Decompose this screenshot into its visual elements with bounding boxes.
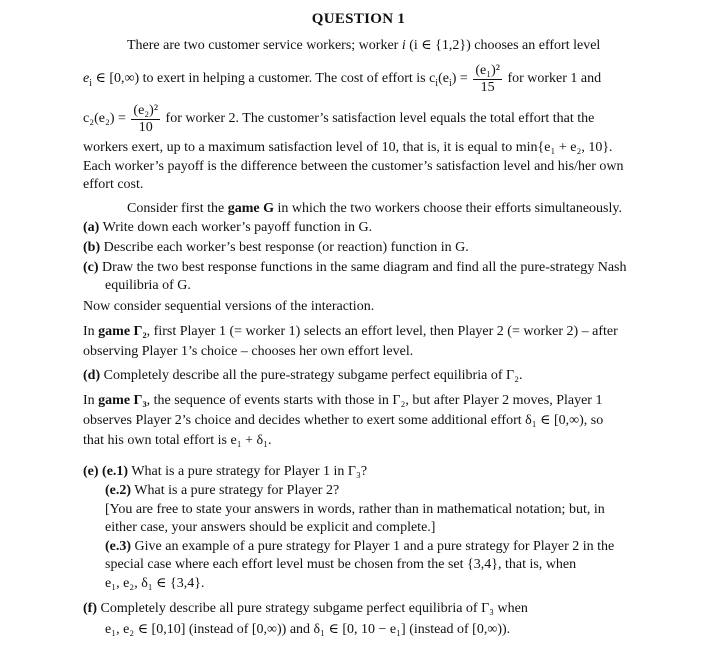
intro-line-3 (83, 103, 594, 135)
intro-line-2-b: ∈ [0,∞) to exert in helping a customer. The cost of effort is c (92, 71, 436, 87)
game-gamma3-b: , the sequence of events starts with those in Γ₂, but after Player 2 moves, Player 1 (146, 393, 603, 408)
part-b (83, 238, 469, 257)
part-c-text-1: Draw the two best response functions in the same diagram and find all the pure-strategy Nash (98, 260, 627, 275)
game-g-intro-b: in which the two workers choose their efforts simultaneously. (273, 201, 622, 216)
part-b-text: Describe each worker’s best response (or reaction) function in G. (100, 240, 469, 255)
part-c-line-1 (83, 258, 627, 277)
part-e-note-line-2: either case, your answers should be explicit and complete.] (105, 520, 436, 535)
intro-line-3-b: for worker 2. The customer’s satisfaction level equals the total effort that the (162, 111, 595, 127)
game-gamma3-line-3: that his own total effort is e₁ + δ₁. (83, 433, 272, 448)
intro-line-1 (127, 36, 600, 55)
part-e2 (105, 481, 339, 500)
intro-line-4: workers exert, up to a maximum satisfaction level of 10, that is, it is equal to min{e₁ + e₂, 10}. (83, 140, 613, 155)
game-gamma3-a: In (83, 393, 99, 408)
game-g-intro-a: Consider first the (127, 201, 228, 216)
game-gamma2-a: In (83, 324, 99, 339)
cost-fraction-worker-1 (473, 63, 502, 95)
intro-line-1-var: i (401, 38, 406, 53)
intro-line-5: Each worker’s payoff is the difference between the customer’s satisfaction level and his/her own (83, 159, 624, 174)
part-e3-text-1: Give an example of a pure strategy for Player 1 and a pure strategy for Player 2 in the (131, 539, 615, 554)
part-a (83, 218, 372, 237)
cost-fraction-1-denominator: 15 (480, 80, 495, 95)
intro-line-2-d: ) = (451, 71, 472, 87)
part-f-text-1: Completely describe all pure strategy subgame perfect equilibria of Γ₃ when (97, 601, 528, 616)
intro-line-1-a: There are two customer service workers; worker (127, 38, 402, 53)
sequential-intro: Now consider sequential versions of the interaction. (83, 299, 375, 314)
part-a-label: (a) (83, 220, 100, 235)
intro-line-2-e: for worker 1 and (503, 71, 602, 87)
part-e1-text: What is a pure strategy for Player 1 in Γ₃? (128, 464, 368, 479)
part-e2-label: (e.2) (105, 483, 132, 498)
part-e3-line-2: special case where each effort level must be chosen from the set {3,4}, that is, when (105, 557, 577, 572)
question-title: QUESTION 1 (311, 11, 406, 27)
intro-line-6: effort cost. (83, 177, 144, 192)
part-e1-label: (e) (e.1) (83, 464, 129, 479)
game-gamma2-b: , first Player 1 (= worker 1) selects an effort level, then Player 2 (= worker 2) – after (146, 324, 618, 339)
game-g-intro (127, 199, 622, 218)
game-gamma3-line-1 (83, 391, 602, 410)
game-gamma3-line-2: observes Player 2’s choice and decides whether to exert some additional effort δ₁ ∈ [0,∞), so (83, 413, 604, 428)
cost-fraction-2-numerator: (e₂)² (133, 103, 159, 118)
game-gamma2-line-1 (83, 322, 618, 341)
game-gamma3-name: game Γ₃ (98, 393, 147, 408)
part-d (83, 366, 522, 385)
game-gamma2-name: game Γ₂ (98, 324, 147, 339)
part-e1 (83, 462, 367, 481)
intro-line-3-a: c₂(e₂) = (83, 111, 130, 127)
intro-line-1-b: (i ∈ {1,2}) chooses an effort level (405, 38, 601, 53)
part-f-label: (f) (83, 601, 97, 616)
part-e-note-line-1: [You are free to state your answers in words, rather than in mathematical notation; but, in (105, 502, 605, 517)
part-f-line-1 (83, 599, 528, 618)
part-d-text: Completely describe all the pure-strategy subgame perfect equilibria of Γ₂. (100, 368, 523, 383)
cost-fraction-2-denominator: 10 (138, 120, 153, 135)
intro-line-2-a: e (83, 71, 90, 87)
cost-fraction-1-numerator: (e₁)² (475, 63, 500, 78)
part-e2-text: What is a pure strategy for Player 2? (131, 483, 340, 498)
part-c-label: (c) (83, 260, 99, 275)
intro-line-2: $e_i$ ∈ [0,∞) to exert in helping a customer. The cost of effort is $c_i(e_i)$ = $\frac{\text{(e₁)²}}{15}$ for worker 1 and (83, 63, 602, 95)
part-d-label: (d) (83, 368, 101, 383)
game-gamma2-line-2: observing Player 1’s choice – chooses her own effort level. (83, 344, 414, 359)
part-e3-label: (e.3) (105, 539, 132, 554)
part-e3-line-1 (105, 537, 614, 556)
part-a-text: Write down each worker’s payoff function in G. (99, 220, 373, 235)
cost-fraction-worker-2 (131, 103, 160, 135)
game-g-name: game G (227, 201, 274, 216)
part-c-line-2: equilibria of G. (105, 278, 191, 293)
part-b-label: (b) (83, 240, 101, 255)
part-e3-line-3: e₁, e₂, δ₁ ∈ {3,4}. (105, 576, 205, 591)
intro-line-2-c: (e (438, 71, 449, 87)
part-f-line-2: e₁, e₂ ∈ [0,10] (instead of [0,∞)) and δ₁ ∈ [0, 10 − e₁] (instead of [0,∞)). (105, 622, 511, 637)
